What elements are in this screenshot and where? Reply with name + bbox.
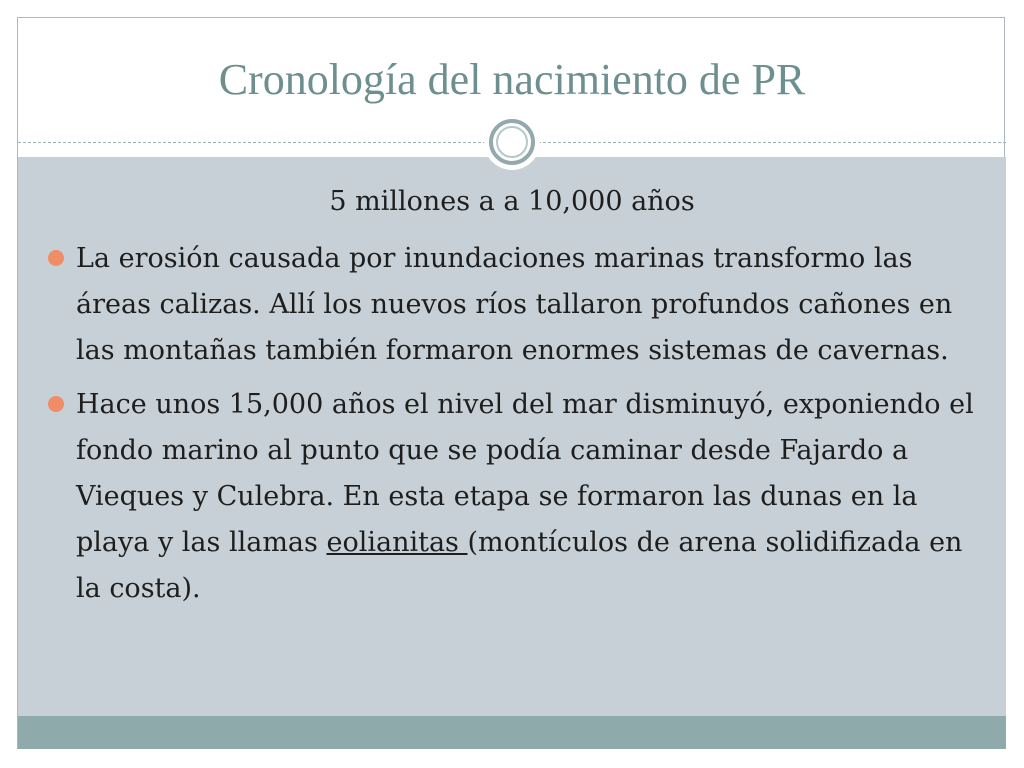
underlined-term: eolianitas — [326, 527, 468, 558]
bullet-dot-icon — [48, 396, 64, 412]
footer-bar — [18, 716, 1006, 749]
bullet-item — [48, 382, 988, 612]
bullet-item — [48, 236, 988, 374]
bullet-text: La erosión causada por inundaciones marinas transformo las áreas calizas. Allí los nuevos ríos tallaron profundos cañones en las montañas también formaron enormes sistemas de cavernas. — [76, 243, 953, 366]
ring-ornament-icon — [484, 114, 540, 170]
bullet-text: Hace unos 15,000 años el nivel del mar disminuyó, exponiendo el fondo marino al punto que se podía caminar desde Fajardo a Vieques y Culebra. En esta etapa se formaron las dunas en la playa y las llamas — [76, 389, 974, 558]
slide-title: Cronología del nacimiento de PR — [218, 55, 806, 104]
bullet-dot-icon — [48, 250, 64, 266]
bullet-text-continued: (montículos de arena solidifizada en la costa). — [76, 527, 963, 604]
bullet-list — [48, 236, 988, 620]
subheading: 5 millones a a 10,000 años — [329, 186, 695, 217]
